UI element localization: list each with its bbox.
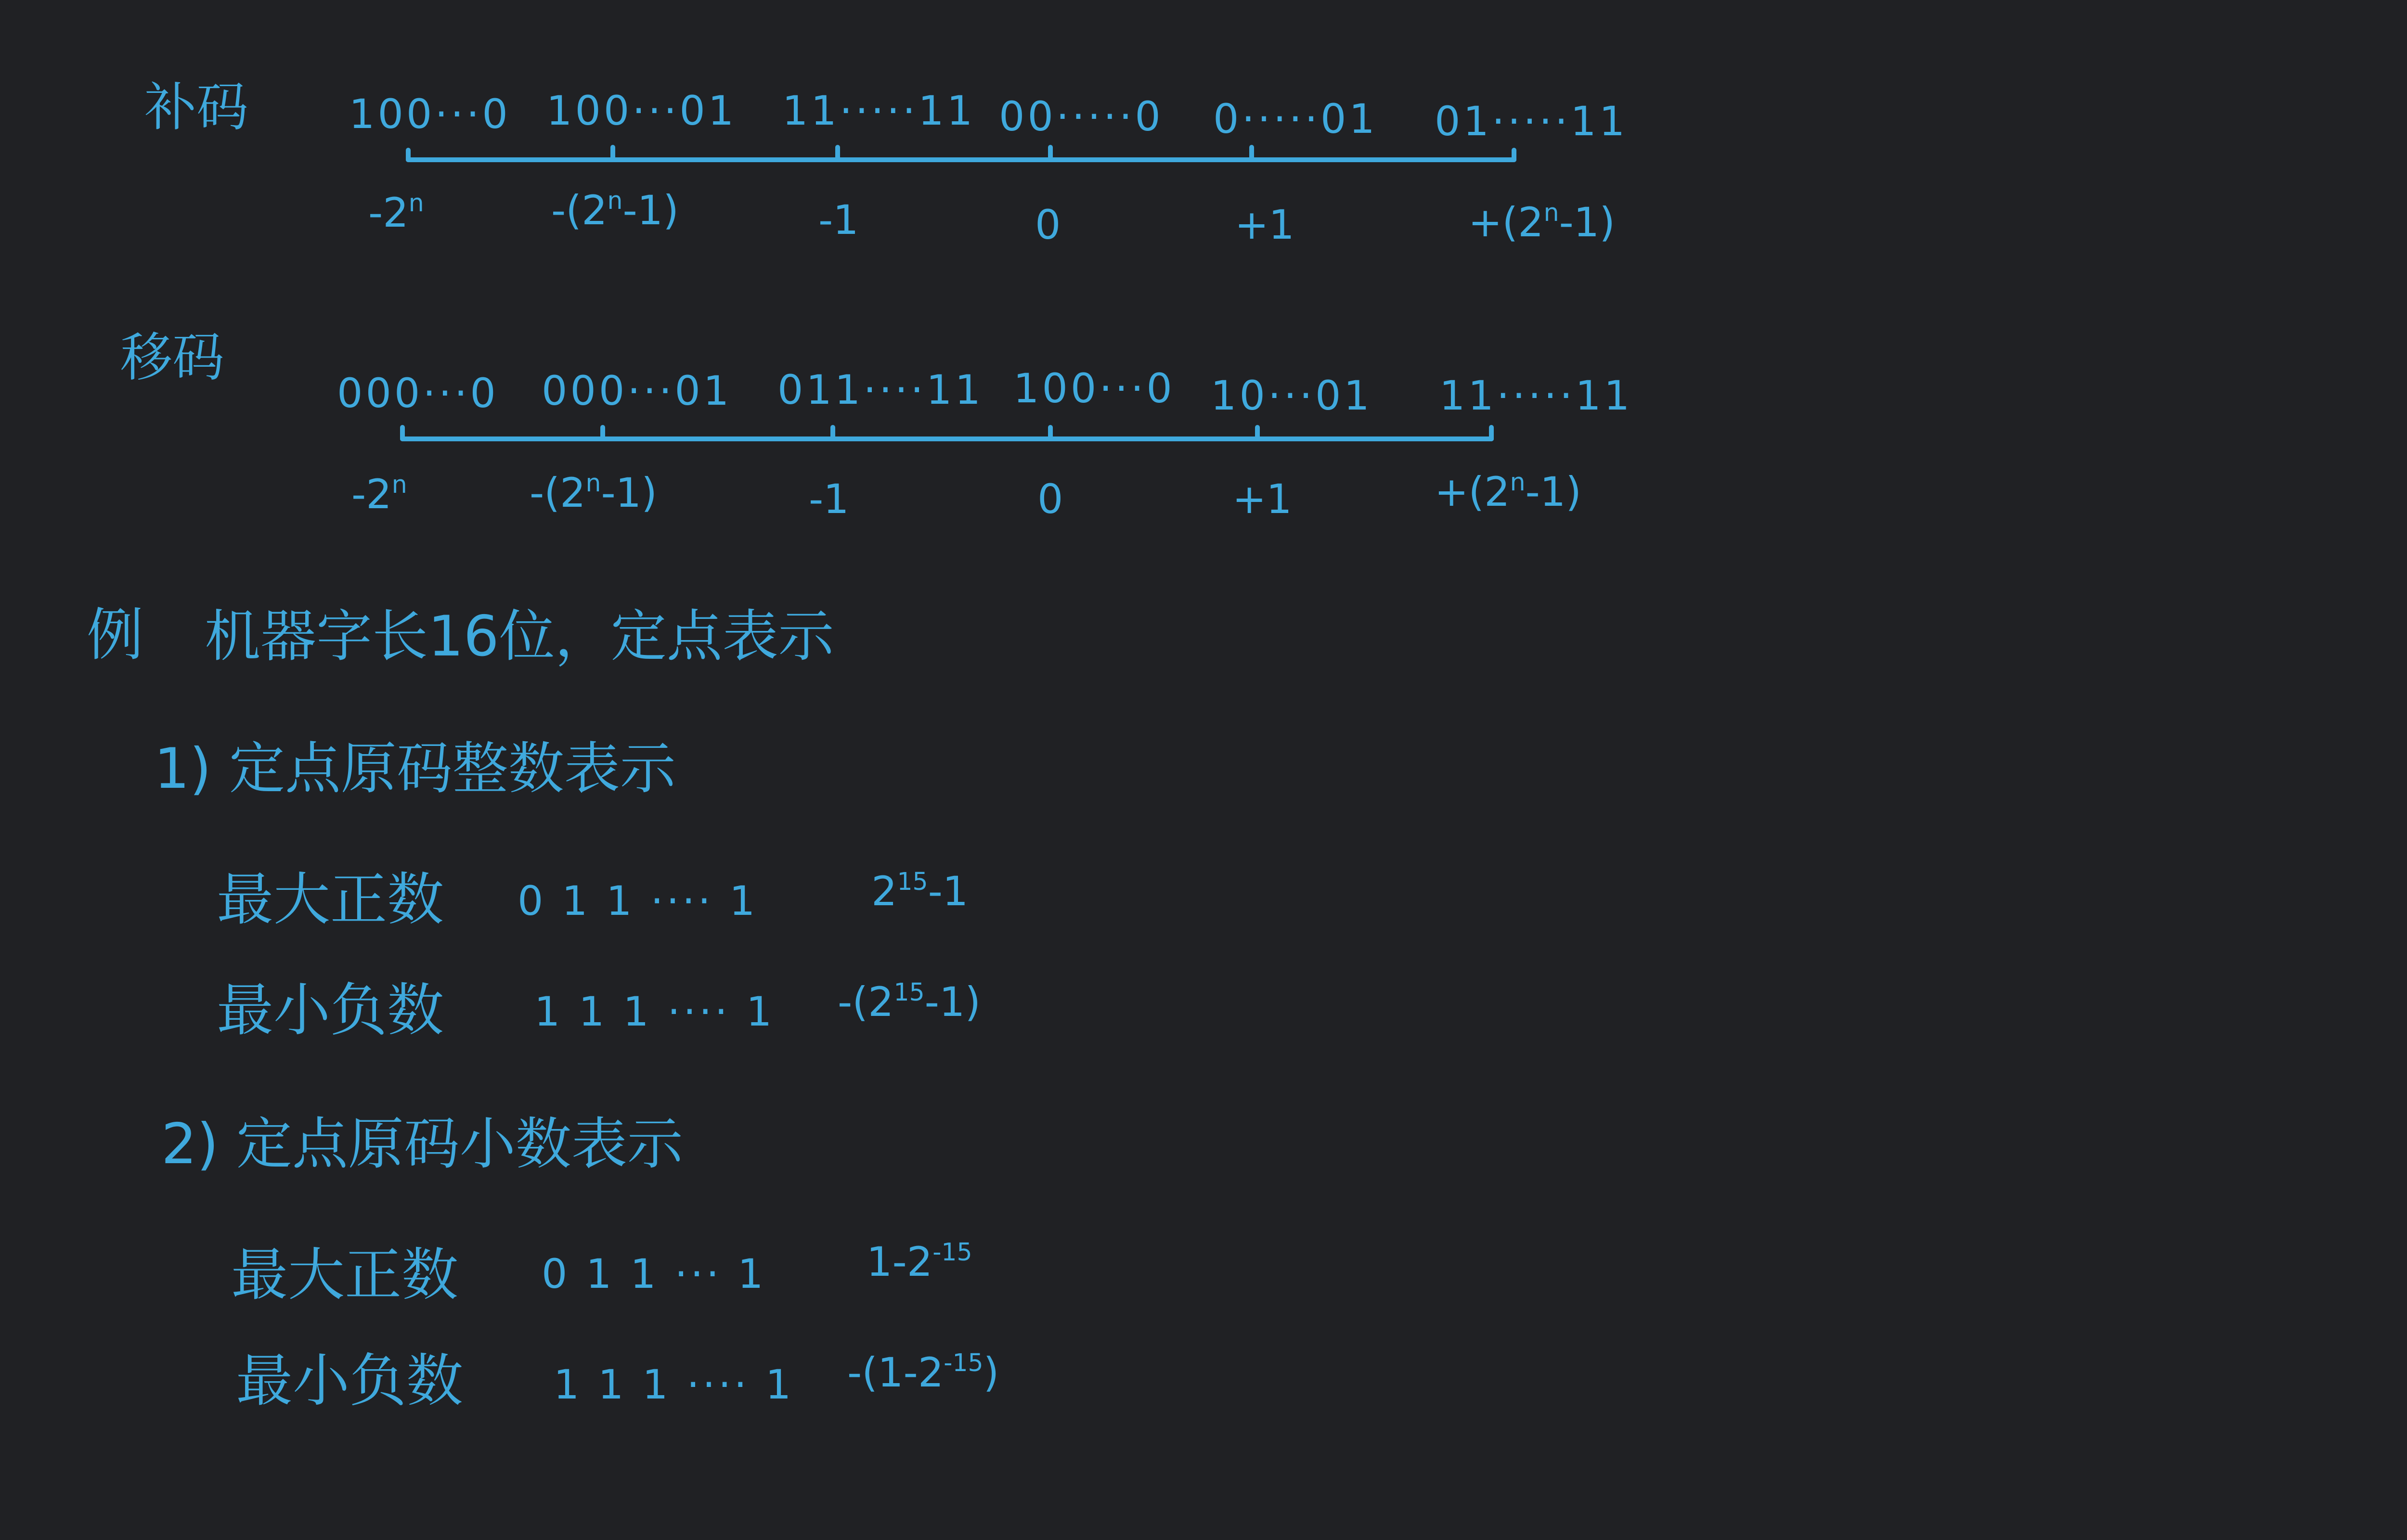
offset-value-1: -(2$^n$-1) <box>530 469 657 516</box>
complement-code-3: 00·····0 <box>999 93 1164 140</box>
complement-code-5: 01·····11 <box>1435 98 1628 145</box>
part2-max-code: 0 1 1 ··· 1 <box>542 1250 766 1297</box>
part2-max-value: $1-2^{-15}$ <box>867 1238 972 1285</box>
part1-max-label: 最大正数 <box>217 866 444 933</box>
part1-min-label: 最小负数 <box>217 977 444 1043</box>
complement-title: 补码 <box>144 77 249 138</box>
part2-heading: 2) 定点原码小数表示 <box>161 1112 683 1177</box>
part1-heading: 1) 定点原码整数表示 <box>154 736 676 801</box>
offset-code-3: 100···0 <box>1013 365 1175 412</box>
part2-min-label: 最小负数 <box>236 1348 464 1414</box>
complement-code-4: 0·····01 <box>1213 95 1378 142</box>
complement-code-2: 11·····11 <box>782 87 976 134</box>
offset-value-5: $+(2^n-1)$ <box>1435 468 1582 515</box>
complement-value-4: +1 <box>1235 201 1294 248</box>
part2-max-label: 最大正数 <box>231 1242 459 1308</box>
offset-code-4: 10···01 <box>1211 372 1372 419</box>
complement-code-1: 100···01 <box>546 87 737 134</box>
offset-code-0: 000···0 <box>337 370 499 417</box>
complement-value-2: -1 <box>818 196 859 244</box>
complement-value-3: 0 <box>1035 201 1061 248</box>
offset-code-1: 000···01 <box>542 367 732 414</box>
offset-code-2: 011····11 <box>777 366 984 413</box>
offset-value-4: +1 <box>1232 475 1292 523</box>
complement-code-0: 100···0 <box>349 90 511 138</box>
example-text: 机器字长16位，定点表示 <box>205 604 834 669</box>
complement-value-0: -2$^n$ <box>368 189 424 236</box>
part1-min-code: 1 1 1 ···· 1 <box>534 988 775 1035</box>
part1-max-code: 0 1 1 ···· 1 <box>518 877 758 924</box>
offset-title: 移码 <box>120 328 225 388</box>
example-label: 例 <box>87 602 144 668</box>
offset-value-0: -2$^n$ <box>351 470 407 518</box>
part1-max-value: $2^{15}-1$ <box>871 867 969 915</box>
offset-code-5: 11·····11 <box>1439 372 1633 419</box>
part2-min-code: 1 1 1 ···· 1 <box>554 1361 794 1408</box>
offset-value-3: 0 <box>1037 475 1063 523</box>
part1-min-value: $-(2^{15}-1)$ <box>838 978 981 1026</box>
complement-value-5: $+(2^n-1)$ <box>1468 198 1616 246</box>
offset-value-2: -1 <box>809 475 849 523</box>
complement-value-1: -(2$^n$-1) <box>551 186 679 234</box>
part2-min-value: $-(1-2^{-15})$ <box>847 1348 999 1396</box>
